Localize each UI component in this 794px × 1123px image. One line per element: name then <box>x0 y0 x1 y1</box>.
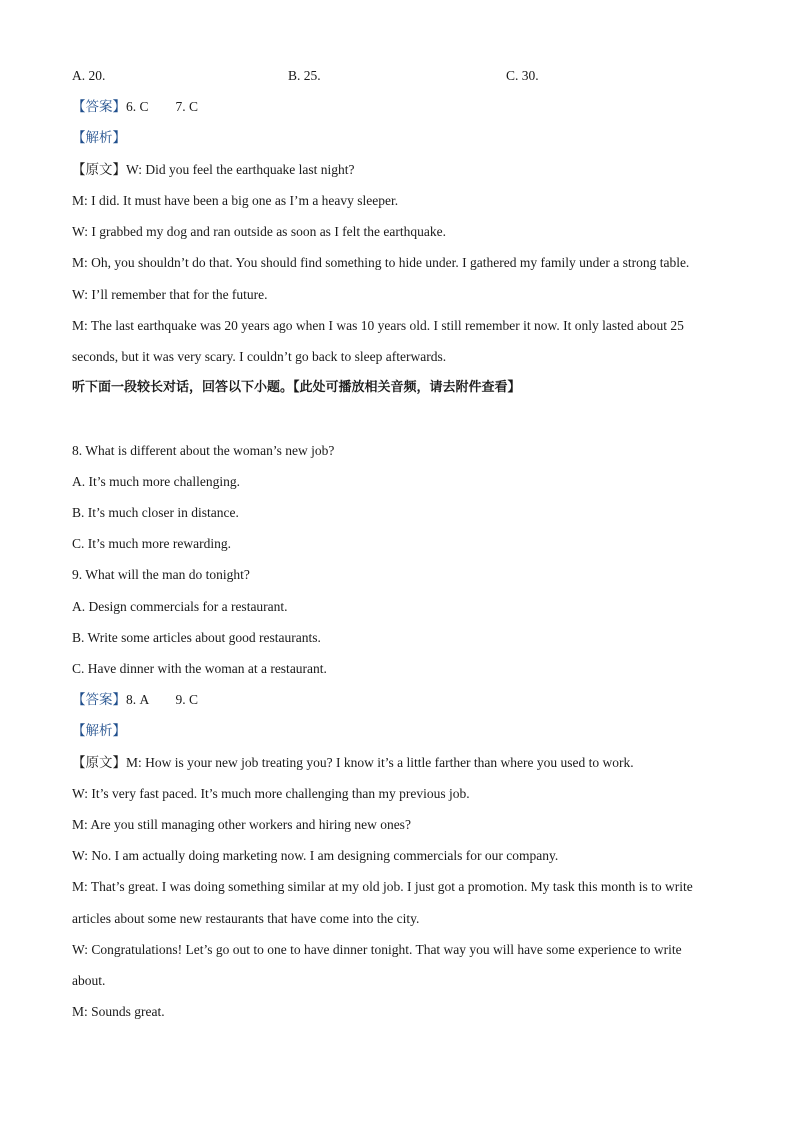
transcript-line-1-3: M: Oh, you shouldn’t do that. You should find something to hide under. I gathered my family under a strong table. <box>72 255 690 270</box>
transcript-line-2-6: W: Congratulations! Let’s go out to one to have dinner tonight. That way you will have some experience to write <box>72 942 682 957</box>
answer-line-2 <box>72 690 734 710</box>
answer-text: 6. C 7. C <box>126 99 199 114</box>
q8-option-c: C. It’s much more rewarding. <box>72 536 231 551</box>
transcript-text: M: How is your new job treating you? I know it’s a little farther than where you used to work. <box>126 755 634 770</box>
analysis-label: 【解析】 <box>72 130 126 146</box>
transcript-line-2-8: M: Sounds great. <box>72 1004 165 1019</box>
question-8: 8. What is different about the woman’s new job? <box>72 443 335 458</box>
q9-option-c: C. Have dinner with the woman at a restaurant. <box>72 661 327 676</box>
transcript-label: 【原文】 <box>72 162 126 178</box>
analysis-label: 【解析】 <box>72 723 126 739</box>
q5-option-b: B. 25. <box>288 68 321 83</box>
q8-option-a: A. It’s much more challenging. <box>72 474 240 489</box>
q8-option-b: B. It’s much closer in distance. <box>72 505 239 520</box>
transcript-line-2-4: M: That’s great. I was doing something similar at my old job. I just got a promotion. My task this month is to write <box>72 879 693 894</box>
transcript-text: W: Did you feel the earthquake last night? <box>126 162 355 177</box>
listening-instruction: 听下面一段较长对话，回答以下小题。【此处可播放相关音频，请去附件查看】 <box>72 380 521 395</box>
q9-option-a: A. Design commercials for a restaurant. <box>72 599 288 614</box>
transcript-line-1-0 <box>72 160 734 180</box>
transcript-line-2-5: articles about some new restaurants that have come into the city. <box>72 911 420 926</box>
q5-option-c: C. 30. <box>506 68 539 83</box>
q9-option-b: B. Write some articles about good restaurants. <box>72 630 321 645</box>
transcript-line-1-2: W: I grabbed my dog and ran outside as soon as I felt the earthquake. <box>72 224 447 239</box>
transcript-label: 【原文】 <box>72 755 126 771</box>
transcript-line-1-1: M: I did. It must have been a big one as I’m a heavy sleeper. <box>72 193 399 208</box>
transcript-line-2-3: W: No. I am actually doing marketing now. I am designing commercials for our company. <box>72 848 559 863</box>
q5-option-a: A. 20. <box>72 68 106 83</box>
transcript-line-1-6: seconds, but it was very scary. I couldn’t go back to sleep afterwards. <box>72 349 447 364</box>
transcript-line-2-0 <box>72 753 734 773</box>
answer-label: 【答案】 <box>72 692 126 708</box>
transcript-line-2-2: M: Are you still managing other workers and hiring new ones? <box>72 817 411 832</box>
transcript-line-2-7: about. <box>72 973 106 988</box>
answer-text: 8. A 9. C <box>126 692 199 707</box>
analysis-line-2 <box>72 721 734 741</box>
analysis-line-1 <box>72 128 734 148</box>
question-9: 9. What will the man do tonight? <box>72 567 250 582</box>
transcript-line-1-4: W: I’ll remember that for the future. <box>72 287 268 302</box>
transcript-line-1-5: M: The last earthquake was 20 years ago when I was 10 years old. I still remember it now. It only lasted about 25 <box>72 318 684 333</box>
transcript-line-2-1: W: It’s very fast paced. It’s much more challenging than my previous job. <box>72 786 470 801</box>
q5-options-row <box>72 66 734 86</box>
answer-line-1 <box>72 97 734 117</box>
answer-label: 【答案】 <box>72 99 126 115</box>
